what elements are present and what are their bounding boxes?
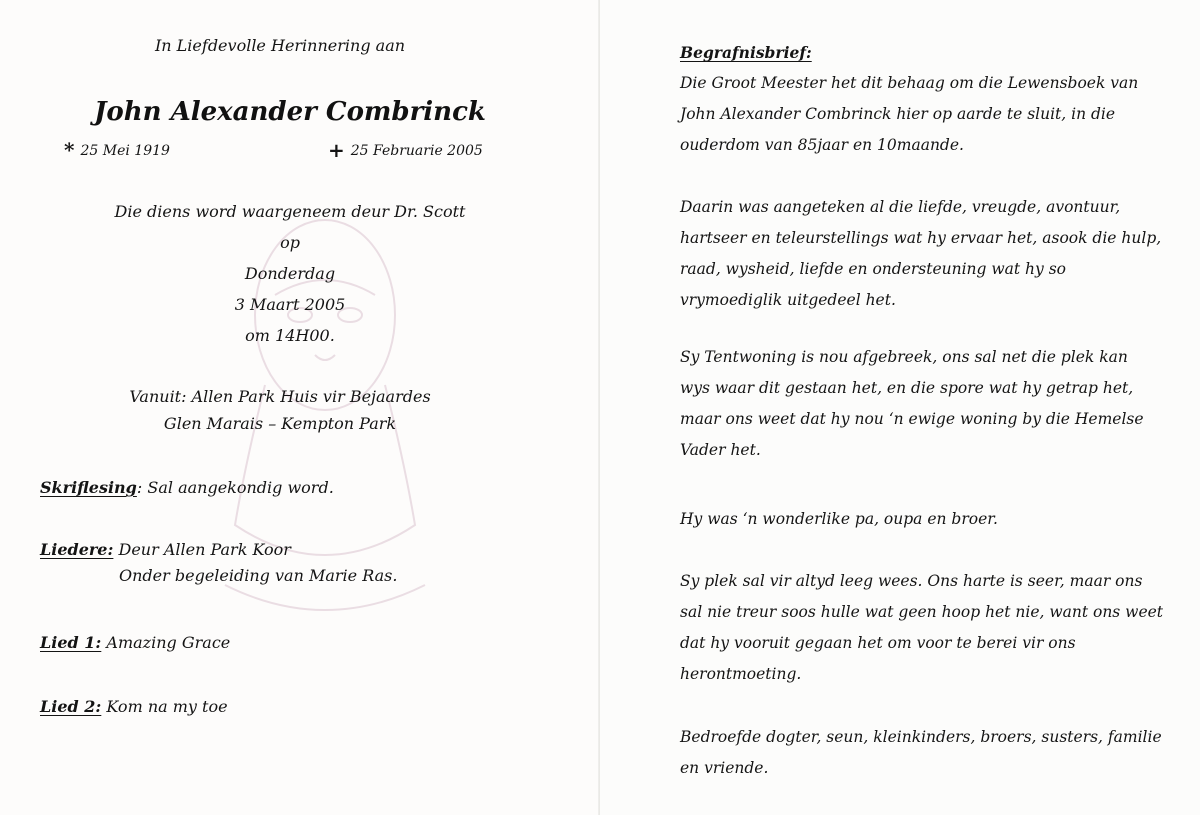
obituary-line: vrymoediglik uitgedeel het. bbox=[680, 291, 896, 309]
birth-date: 25 Mei 1919 bbox=[80, 143, 170, 159]
star-icon: * bbox=[64, 138, 75, 162]
death-date-line bbox=[328, 140, 483, 161]
obituary-paragraph-2 bbox=[680, 192, 1170, 316]
obituary-line: Daarin was aangeteken al die liefde, vreugde, avontuur, bbox=[680, 198, 1121, 216]
death-date: 25 Februarie 2005 bbox=[350, 143, 483, 159]
service-details bbox=[30, 196, 550, 351]
obituary-paragraph-6 bbox=[680, 722, 1170, 784]
cross-icon: + bbox=[328, 138, 345, 162]
obituary-line: hartseer en teleurstellings wat hy ervaar het, asook die hulp, bbox=[680, 229, 1162, 247]
venue-line: Vanuit: Allen Park Huis vir Bejaardes bbox=[129, 387, 431, 406]
obituary-line: Sy plek sal vir altyd leeg wees. Ons harte is seer, maar ons bbox=[680, 572, 1143, 590]
deceased-name: John Alexander Combrinck bbox=[94, 97, 486, 127]
service-line: Die diens word waargeneem deur Dr. Scott bbox=[114, 202, 466, 221]
memorial-intro: In Liefdevolle Herinnering aan bbox=[154, 36, 406, 55]
obituary-line: sal nie treur soos hulle wat geen hoop het nie, want ons weet bbox=[680, 603, 1164, 621]
obituary-line: raad, wysheid, liefde en ondersteuning wat hy so bbox=[680, 260, 1067, 278]
service-line: op bbox=[280, 233, 300, 252]
obituary-line: herontmoeting. bbox=[680, 665, 802, 683]
program-item-lied-2 bbox=[40, 697, 228, 717]
birth-date-line bbox=[64, 140, 170, 161]
obituary-line: Bedroefde dogter, seun, kleinkinders, broers, susters, familie bbox=[680, 728, 1162, 746]
program-item-value-2: Onder begeleiding van Marie Ras. bbox=[119, 566, 398, 585]
obituary-line: ouderdom van 85jaar en 10maande. bbox=[680, 136, 964, 154]
obituary-paragraph-3 bbox=[680, 342, 1170, 466]
program-item-label: Lied 1: bbox=[40, 633, 102, 652]
obituary-line: Hy was ‘n wonderlike pa, oupa en broer. bbox=[680, 510, 998, 528]
obituary-heading: Begrafnisbrief: bbox=[680, 43, 812, 62]
obituary-line: Die Groot Meester het dit behaag om die Lewensboek van bbox=[680, 74, 1139, 92]
venue-details bbox=[30, 383, 530, 437]
program-item-lied-1 bbox=[40, 633, 230, 653]
obituary-line: maar ons weet dat hy nou ‘n ewige woning by die Hemelse bbox=[680, 410, 1144, 428]
obituary-paragraph-5 bbox=[680, 566, 1170, 690]
program-item-value: Sal aangekondig word. bbox=[147, 478, 334, 497]
program-item-liedere bbox=[40, 540, 397, 586]
program-item-skriflesing: Skriflesing: Sal aangekondig word. bbox=[40, 478, 334, 497]
service-line: Donderdag bbox=[244, 264, 336, 283]
obituary-line: Vader het. bbox=[680, 441, 761, 459]
program-item-label: Skriflesing bbox=[40, 478, 137, 497]
program-item-value: Amazing Grace bbox=[106, 633, 231, 652]
obituary-line: Sy Tentwoning is nou afgebreek, ons sal net die plek kan bbox=[680, 348, 1128, 366]
program-item-value: Kom na my toe bbox=[106, 697, 228, 716]
program-item-value: Deur Allen Park Koor bbox=[118, 540, 291, 559]
service-line: om 14H00. bbox=[245, 326, 335, 345]
program-item-label: Liedere: bbox=[40, 540, 114, 559]
obituary-line: en vriende. bbox=[680, 759, 769, 777]
obituary-line: John Alexander Combrinck hier op aarde te sluit, in die bbox=[680, 105, 1116, 123]
obituary-line: dat hy vooruit gegaan het om voor te berei vir ons bbox=[680, 634, 1076, 652]
obituary-paragraph-1 bbox=[680, 37, 1170, 161]
program-item-label: Lied 2: bbox=[40, 697, 102, 716]
obituary-line: wys waar dit gestaan het, en die spore wat hy getrap het, bbox=[680, 379, 1134, 397]
venue-line: Glen Marais – Kempton Park bbox=[163, 414, 397, 433]
obituary-paragraph-4 bbox=[680, 504, 1170, 535]
service-line: 3 Maart 2005 bbox=[234, 295, 346, 314]
